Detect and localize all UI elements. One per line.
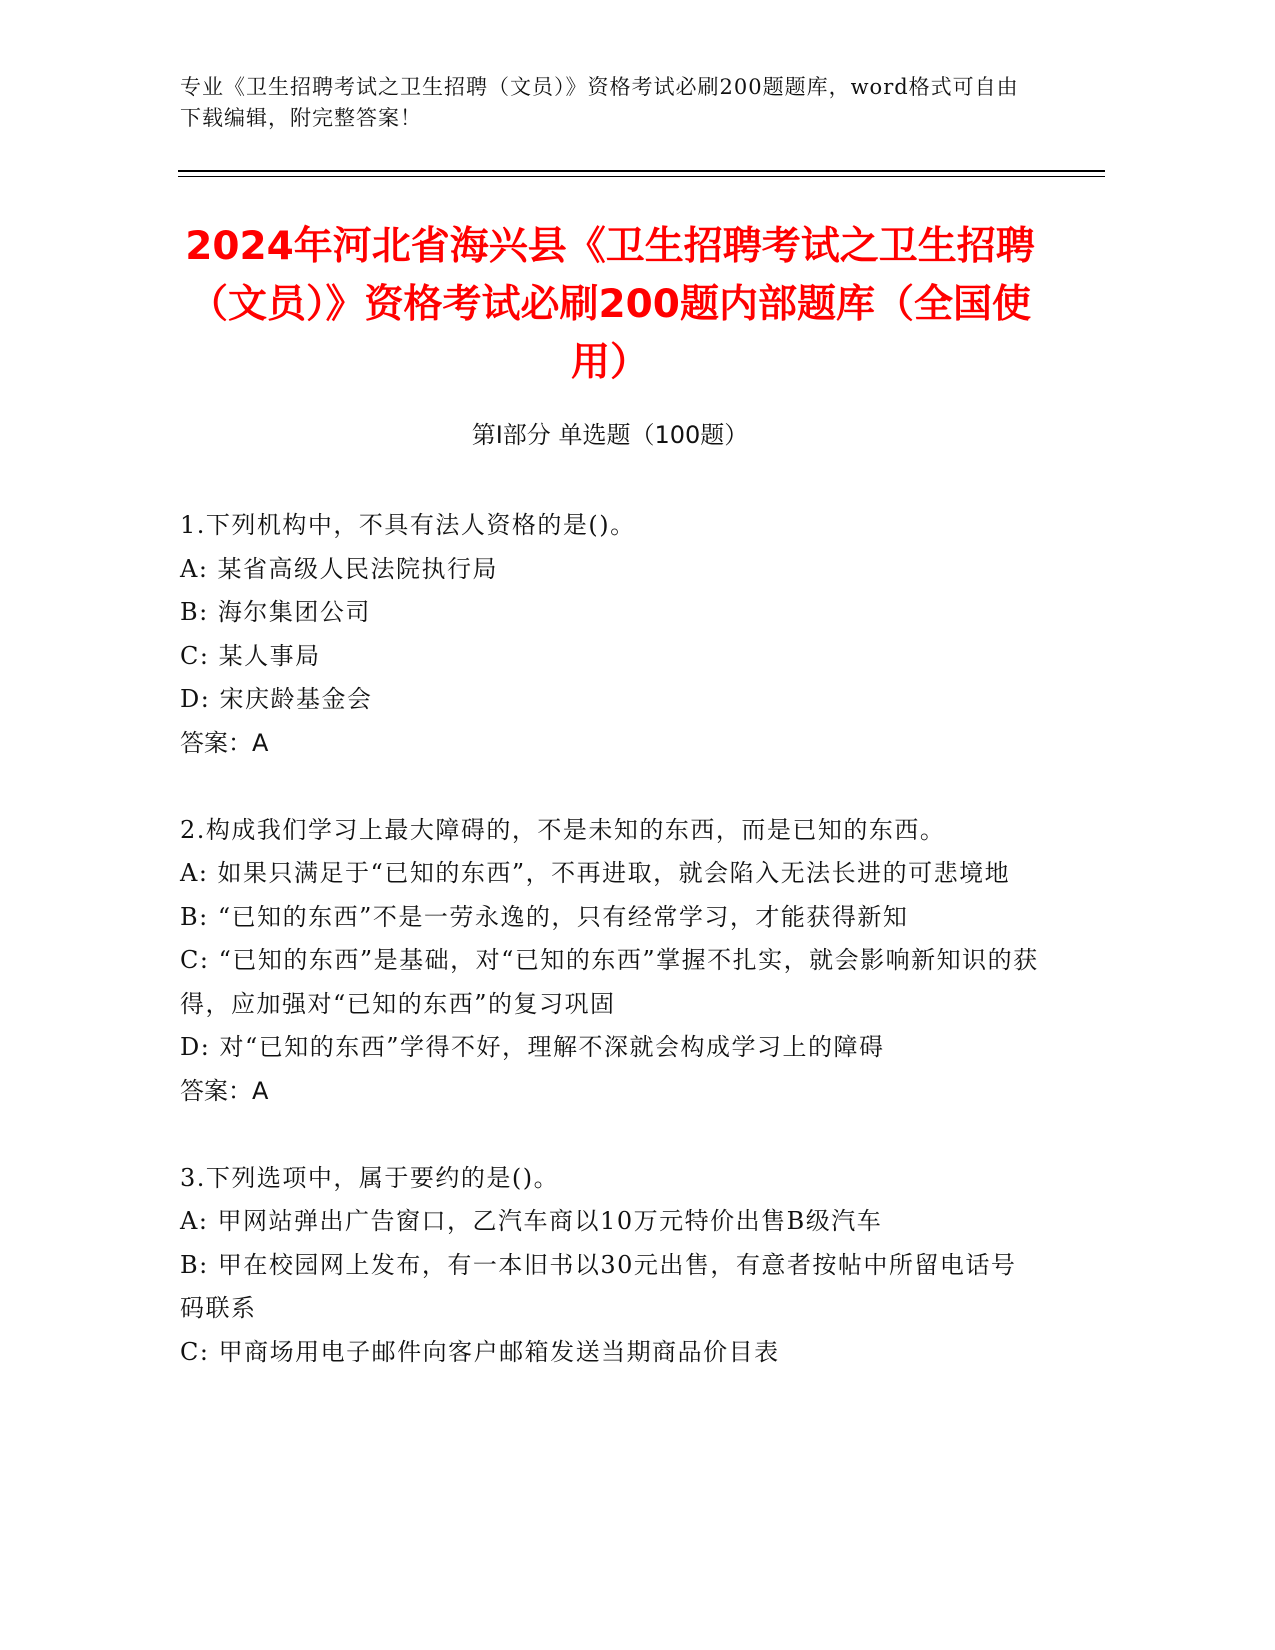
question-stem: 1.下列机构中，不具有法人资格的是()。 [180,511,636,539]
header-divider-thick [178,170,1105,172]
question-option: D: 对“已知的东西”学得不好，理解不深就会构成学习上的障碍 [180,1033,885,1061]
header-note: 专业《卫生招聘考试之卫生招聘（文员）》资格考试必刷200题题库，word格式可自由下载编辑，附完整答案！ [180,75,1019,130]
question-option: C: 甲商场用电子邮件向客户邮箱发送当期商品价目表 [180,1337,780,1366]
question-answer: 答案：A [180,1076,269,1105]
question-item [180,1157,1040,1375]
question-stem: 2.构成我们学习上最大障碍的，不是未知的东西，而是已知的东西。 [180,815,946,844]
question-stem: 3.下列选项中，属于要约的是()。 [180,1163,560,1192]
document-title: 2024年河北省海兴县《卫生招聘考试之卫生招聘（文员）》资格考试必刷200题内部题库（全国使用） [185,224,1035,385]
question-option: C: “已知的东西”是基础，对“已知的东西”掌握不扎实，就会影响新知识的获得，应加强对“已知的东西”的复习巩固 [180,946,1039,1018]
question-item [180,504,1040,765]
question-option: A: 甲网站弹出广告窗口，乙汽车商以10万元特价出售B级汽车 [180,1207,883,1235]
question-option: A: 如果只满足于“已知的东西”，不再进取，就会陷入无法长进的可悲境地 [180,859,1011,887]
question-option: B: 甲在校园网上发布，有一本旧书以30元出售，有意者按帖中所留电话号码联系 [180,1250,1017,1322]
question-answer: 答案：A [180,728,269,757]
question-option: D: 宋庆龄基金会 [180,685,373,713]
question-option: B: 海尔集团公司 [180,598,371,626]
question-option: B: “已知的东西”不是一劳永逸的，只有经常学习，才能获得新知 [180,902,909,931]
header-divider-thin [178,176,1105,177]
section-title: 第Ⅰ部分 单选题（100题） [471,421,749,449]
question-item [180,809,1040,1114]
question-option: A: 某省高级人民法院执行局 [180,554,499,583]
question-option: C: 某人事局 [180,641,321,670]
question-list [180,504,1040,1418]
